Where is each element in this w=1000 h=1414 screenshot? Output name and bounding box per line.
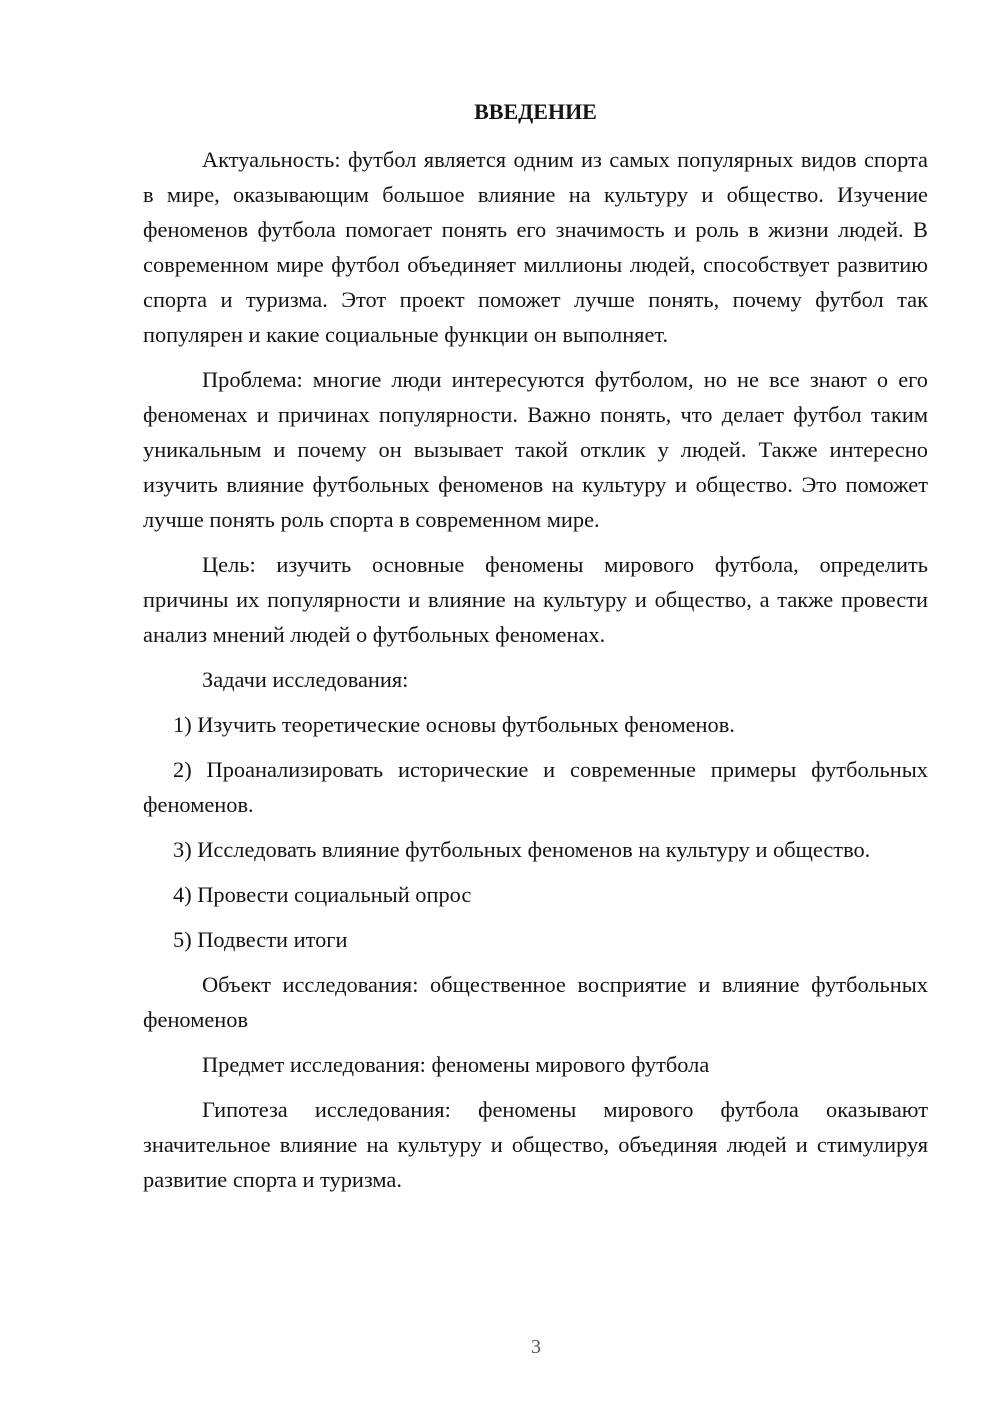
task-item-4: 4) Провести социальный опрос xyxy=(173,882,472,907)
task-item-1: 1) Изучить теоретические основы футбольных феноменов. xyxy=(173,712,735,737)
paragraph-problem: Проблема: многие люди интересуются футболом, но не все знают о его феноменах и причинах популярности. Важно понять, что делает футбол таким уникальным и почему он вызывает такой отклик у людей. Также интересно изучить влияние футбольных феноменов на культуру и общество. Это поможет лучше понять роль спорта в современном мире. xyxy=(143,367,928,532)
task-item-5: 5) Подвести итоги xyxy=(173,927,348,952)
paragraph-object: Объект исследования: общественное восприятие и влияние футбольных феноменов xyxy=(143,972,928,1032)
paragraph-goal: Цель: изучить основные феномены мирового футбола, определить причины их популярности и влияние на культуру и общество, а также провести анализ мнений людей о футбольных феноменах. xyxy=(143,552,928,647)
document-body xyxy=(143,142,928,1207)
page-number: 3 xyxy=(531,1336,541,1358)
tasks-heading: Задачи исследования: xyxy=(202,667,409,692)
task-item-3: 3) Исследовать влияние футбольных феноменов на культуру и общество. xyxy=(173,837,871,862)
section-title: ВВЕДЕНИЕ xyxy=(474,99,597,124)
paragraph-subject: Предмет исследования: феномены мирового футбола xyxy=(202,1052,710,1077)
paragraph-relevance: Актуальность: футбол является одним из самых популярных видов спорта в мире, оказывающим большое влияние на культуру и общество. Изучение феноменов футбола помогает понять его значимость и роль в жизни людей. В современном мире футбол объединяет миллионы людей, способствует развитию спорта и туризма. Этот проект поможет лучше понять, почему футбол так популярен и какие социальные функции он выполняет. xyxy=(143,147,928,347)
task-item-2: 2) Проанализировать исторические и современные примеры футбольных феноменов. xyxy=(143,757,928,817)
paragraph-hypothesis: Гипотеза исследования: феномены мирового футбола оказывают значительное влияние на культуру и общество, объединяя людей и стимулируя развитие спорта и туризма. xyxy=(143,1097,928,1192)
